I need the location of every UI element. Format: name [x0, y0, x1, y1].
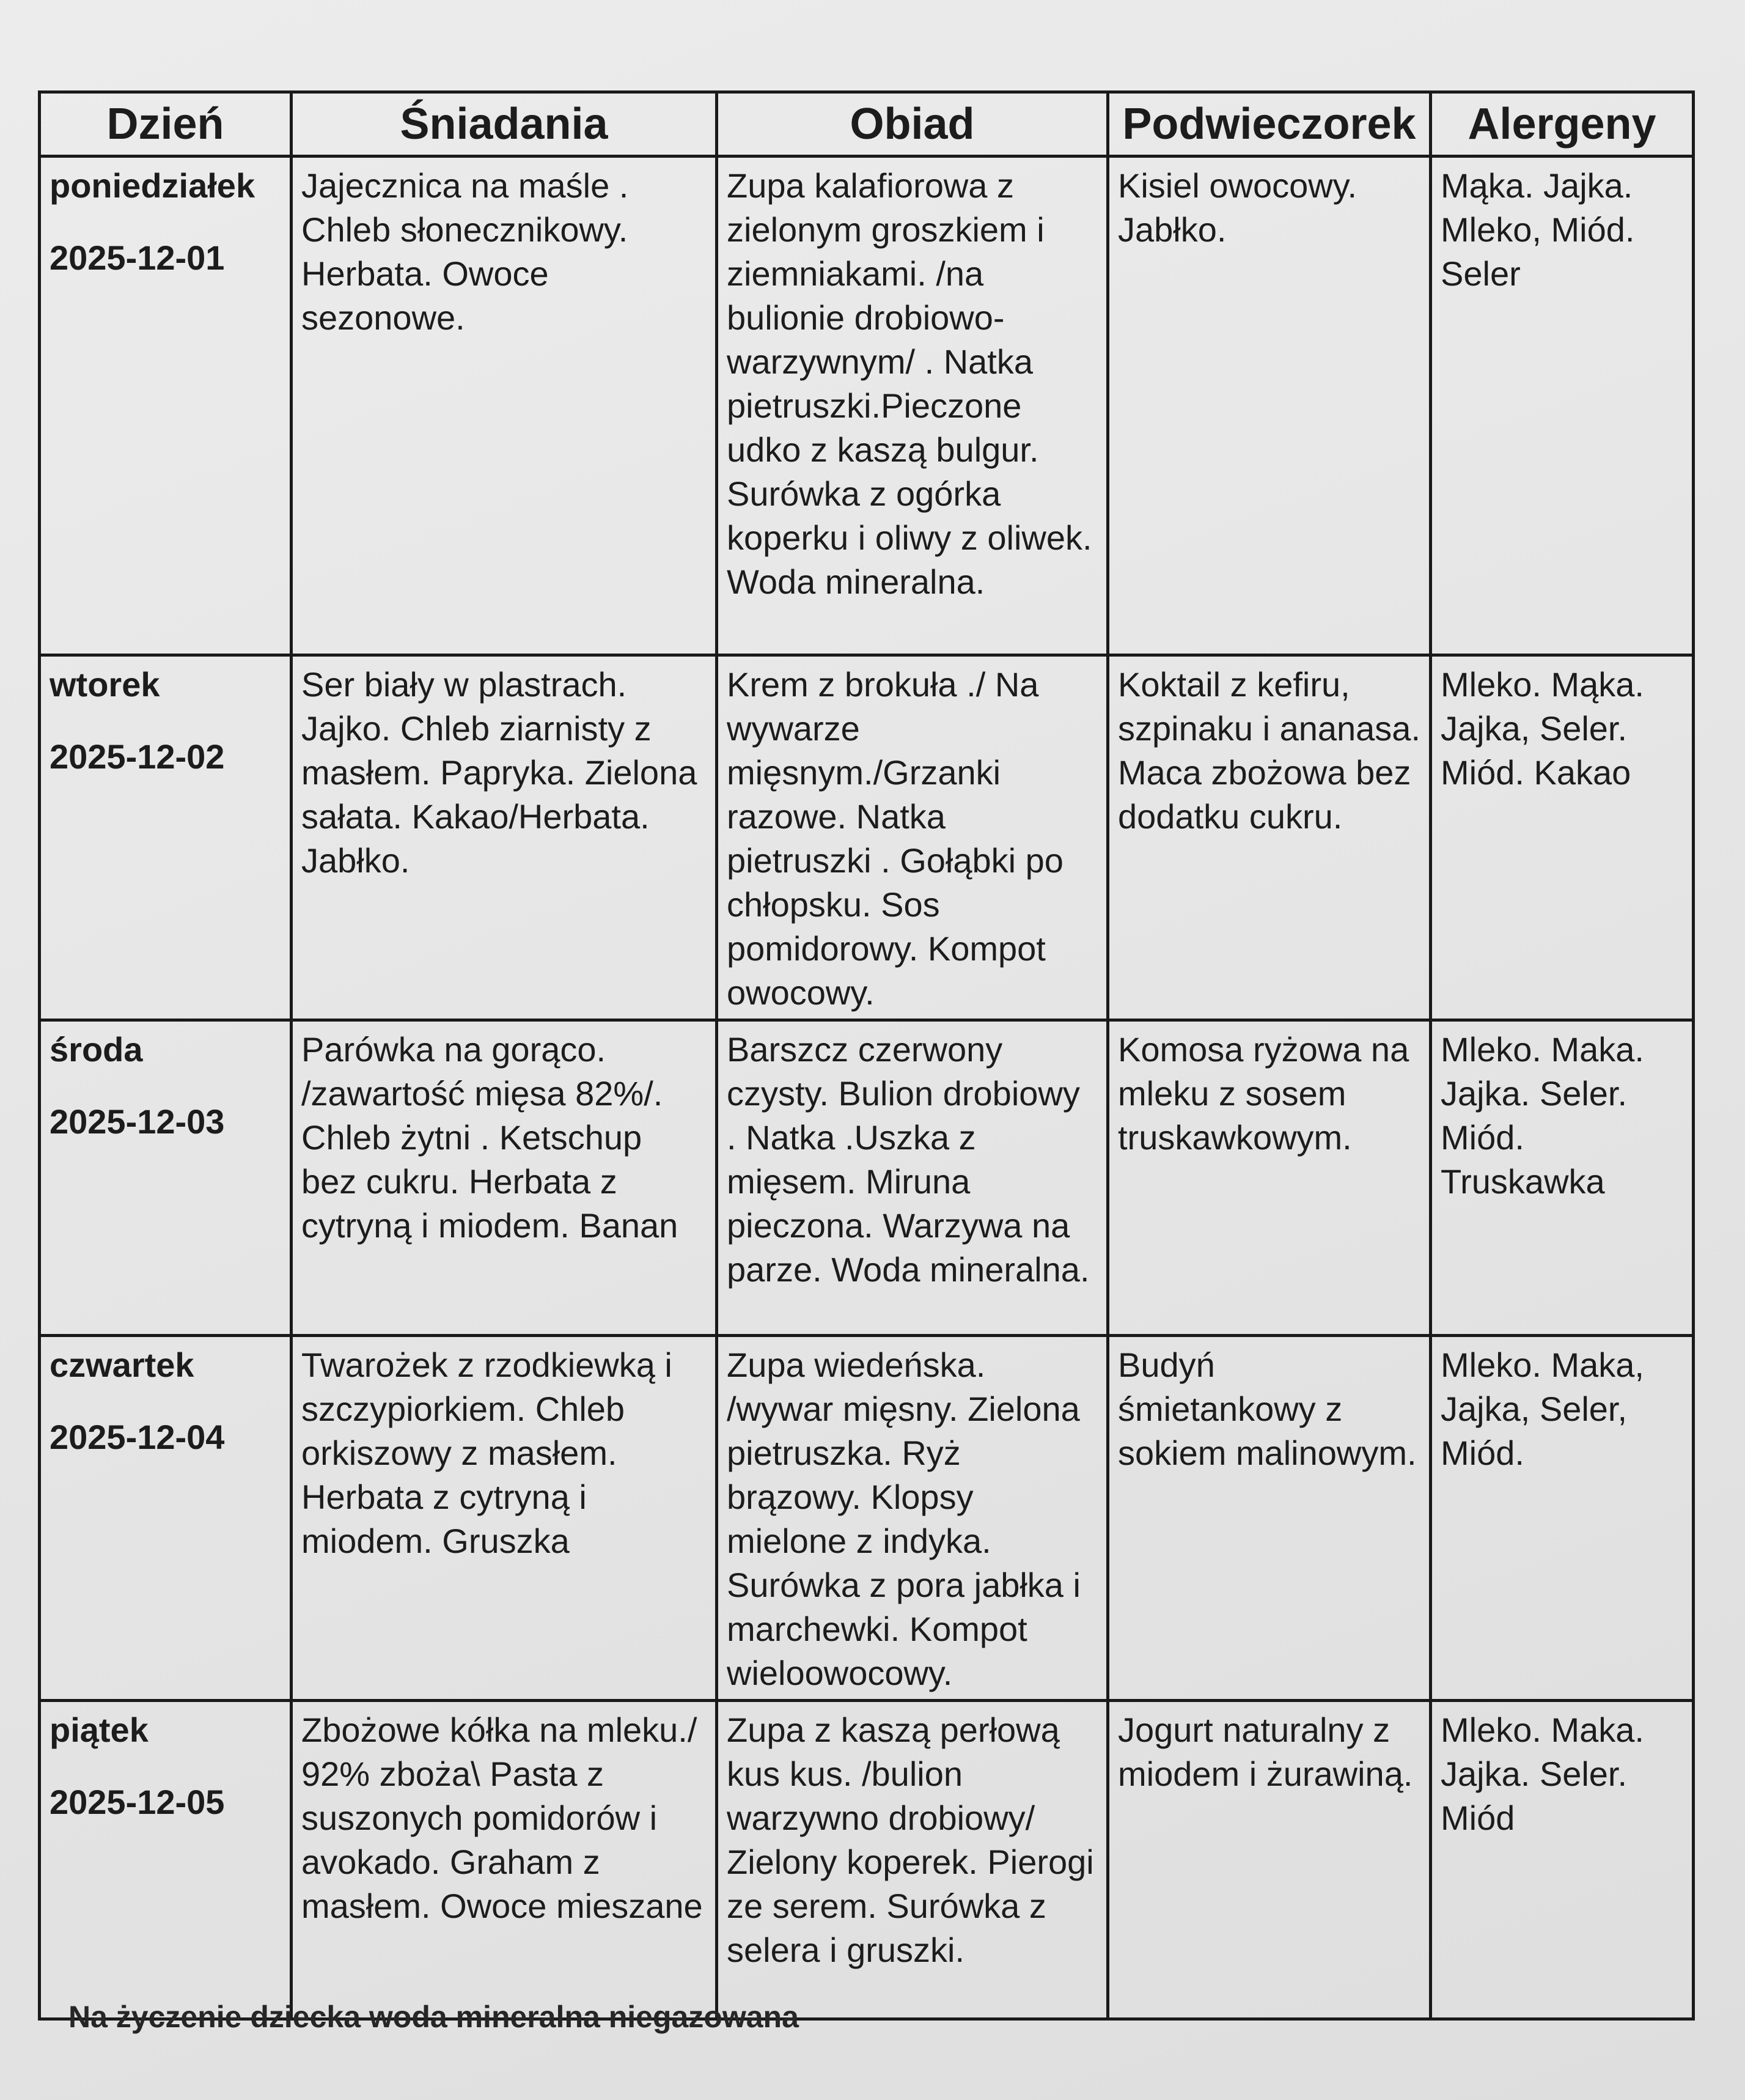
- day-date: 2025-12-05: [50, 1783, 225, 1821]
- header-snack: Podwieczorek: [1108, 92, 1431, 157]
- day-date: 2025-12-01: [50, 238, 225, 277]
- snack-cell: Jogurt naturalny z miodem i żurawiną.: [1108, 1701, 1431, 2019]
- day-date: 2025-12-02: [50, 737, 225, 776]
- header-row: [40, 92, 1694, 157]
- day-name: piątek: [50, 1711, 149, 1749]
- breakfast-cell: Twarożek z rzodkiewką i szczypiorkiem. Chleb orkiszowy z masłem. Herbata z cytryną i miodem. Gruszka: [292, 1336, 717, 1701]
- allergens-cell: Mąka. Jajka. Mleko, Miód. Seler: [1431, 157, 1694, 655]
- table-row: [40, 1020, 1694, 1336]
- breakfast-cell: Ser biały w plastrach. Jajko. Chleb ziarnisty z masłem. Papryka. Zielona sałata. Kakao/Herbata. Jabłko.: [292, 655, 717, 1020]
- day-name: środa: [50, 1030, 143, 1069]
- snack-cell: Budyń śmietankowy z sokiem malinowym.: [1108, 1336, 1431, 1701]
- table-row: [40, 157, 1694, 655]
- day-name: poniedziałek: [50, 166, 255, 205]
- lunch-cell: Zupa wiedeńska. /wywar mięsny. Zielona pietruszka. Ryż brązowy. Klopsy mielone z indyka. Surówka z pora jabłka i marchewki. Kompot wieloowocowy.: [717, 1336, 1108, 1701]
- header-lunch: Obiad: [717, 92, 1108, 157]
- allergens-cell: Mleko. Maka. Jajka. Seler. Miód. Truskawka: [1431, 1020, 1694, 1336]
- day-cell: [40, 157, 292, 655]
- breakfast-cell: Jajecznica na maśle . Chleb słonecznikowy. Herbata. Owoce sezonowe.: [292, 157, 717, 655]
- header-day: Dzień: [40, 92, 292, 157]
- table-row: [40, 1701, 1694, 2019]
- day-name: wtorek: [50, 665, 160, 704]
- allergens-cell: Mleko. Maka, Jajka, Seler, Miód.: [1431, 1336, 1694, 1701]
- weekly-menu-table: [38, 90, 1695, 2021]
- table-row: [40, 1336, 1694, 1701]
- day-cell: [40, 1336, 292, 1701]
- allergens-cell: Mleko. Maka. Jajka. Seler. Miód: [1431, 1701, 1694, 2019]
- allergens-cell: Mleko. Mąka. Jajka, Seler. Miód. Kakao: [1431, 655, 1694, 1020]
- day-date: 2025-12-03: [50, 1102, 225, 1141]
- table-row: [40, 655, 1694, 1020]
- breakfast-cell: Zbożowe kółka na mleku./ 92% zboża\ Pasta z suszonych pomidorów i avokado. Graham z masłem. Owoce mieszane: [292, 1701, 717, 2019]
- header-allergens: Alergeny: [1431, 92, 1694, 157]
- day-cell: [40, 1020, 292, 1336]
- day-date: 2025-12-04: [50, 1418, 225, 1456]
- snack-cell: Koktail z kefiru, szpinaku i ananasa. Maca zbożowa bez dodatku cukru.: [1108, 655, 1431, 1020]
- breakfast-cell: Parówka na gorąco. /zawartość mięsa 82%/. Chleb żytni . Ketschup bez cukru. Herbata z cytryną i miodem. Banan: [292, 1020, 717, 1336]
- lunch-cell: Zupa kalafiorowa z zielonym groszkiem i ziemniakami. /na bulionie drobiowo-warzywnym/ . Natka pietruszki.Pieczone udko z kaszą bulgur. Surówka z ogórka koperku i oliwy z oliwek. Woda mineralna.: [717, 157, 1108, 655]
- footnote: Na życzenie dziecka woda mineralna niegazowana: [68, 2000, 799, 2034]
- snack-cell: Kisiel owocowy. Jabłko.: [1108, 157, 1431, 655]
- lunch-cell: Krem z brokuła ./ Na wywarze mięsnym./Grzanki razowe. Natka pietruszki . Gołąbki po chłopsku. Sos pomidorowy. Kompot owocowy.: [717, 655, 1108, 1020]
- lunch-cell: Barszcz czerwony czysty. Bulion drobiowy . Natka .Uszka z mięsem. Miruna pieczona. Warzywa na parze. Woda mineralna.: [717, 1020, 1108, 1336]
- day-cell: [40, 655, 292, 1020]
- header-breakfast: Śniadania: [292, 92, 717, 157]
- lunch-cell: Zupa z kaszą perłową kus kus. /bulion warzywno drobiowy/ Zielony koperek. Pierogi ze serem. Surówka z selera i gruszki.: [717, 1701, 1108, 2019]
- snack-cell: Komosa ryżowa na mleku z sosem truskawkowym.: [1108, 1020, 1431, 1336]
- day-cell: [40, 1701, 292, 2019]
- day-name: czwartek: [50, 1346, 194, 1384]
